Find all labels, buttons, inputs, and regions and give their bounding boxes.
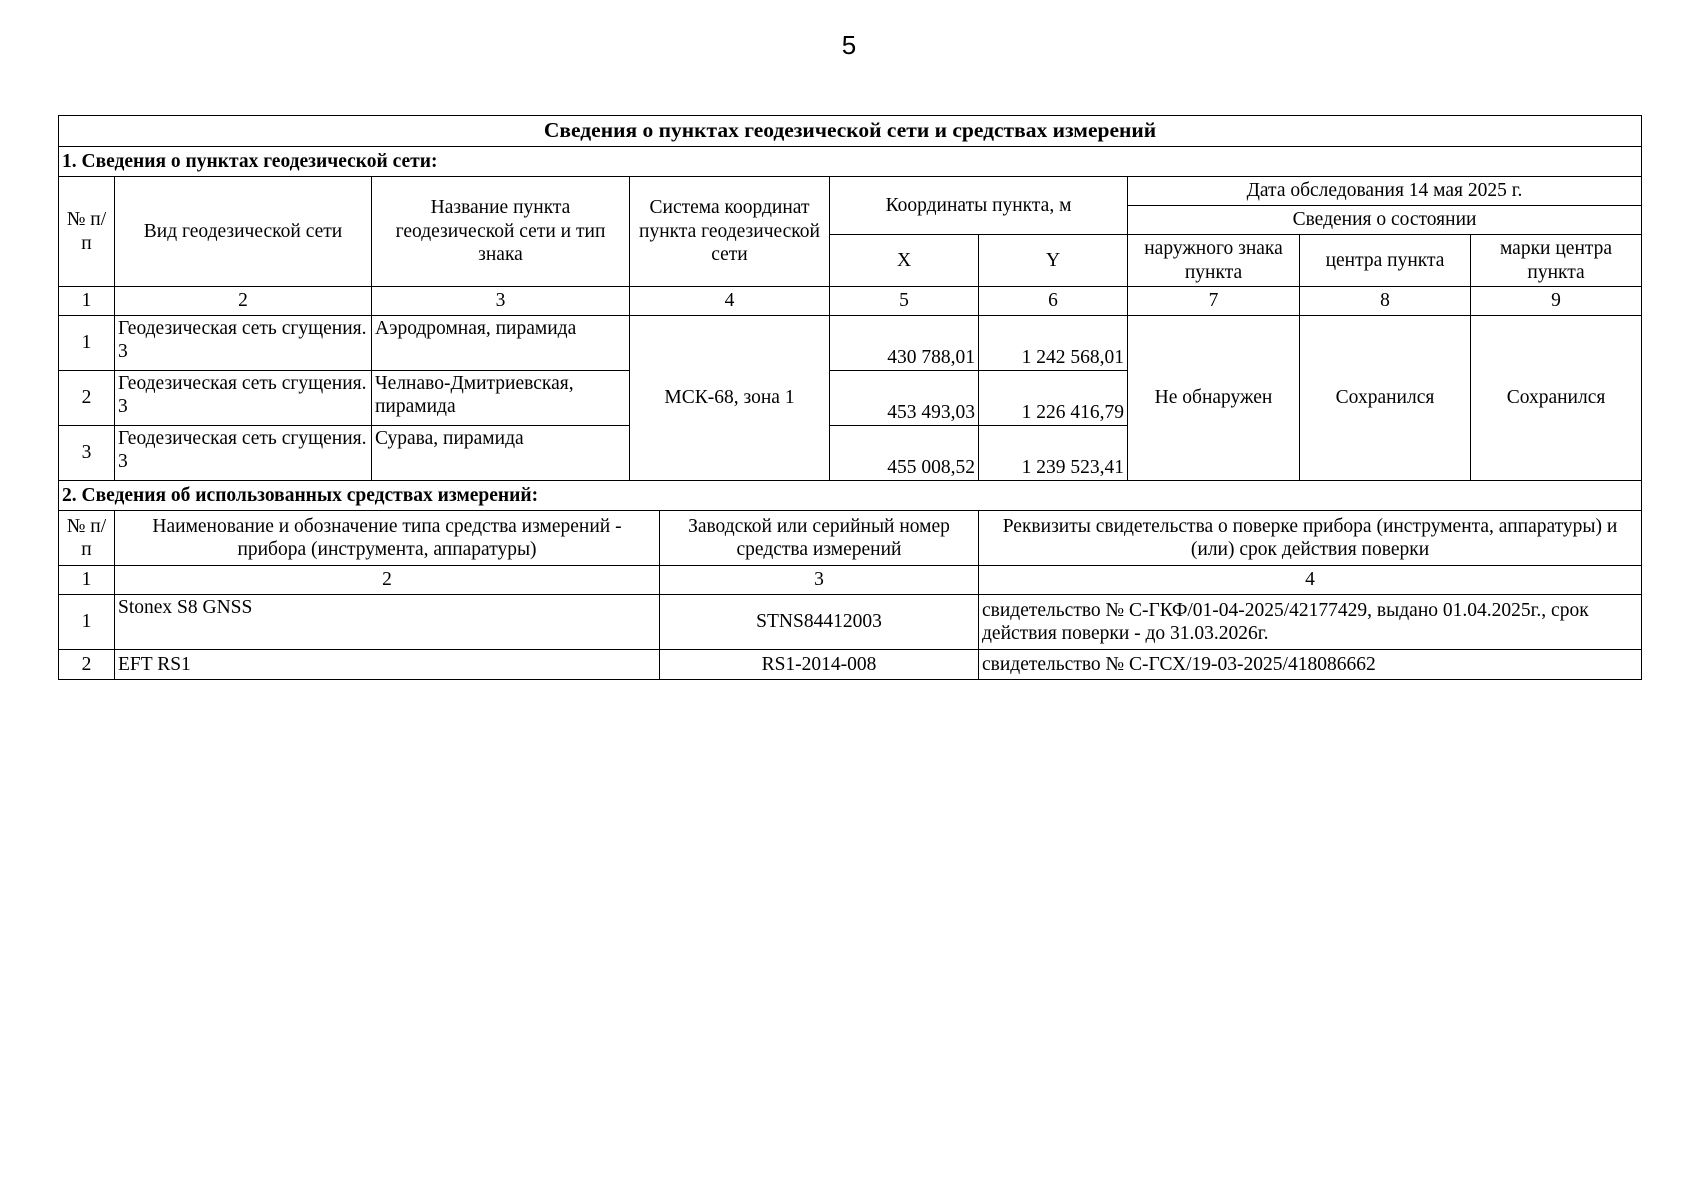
col-number: 9 — [1471, 287, 1642, 316]
table-title: Сведения о пунктах геодезической сети и средствах измерений — [59, 116, 1642, 147]
col-number: 4 — [979, 566, 1642, 595]
col-number: 8 — [1300, 287, 1471, 316]
header-y: Y — [979, 235, 1128, 287]
eq-name: EFT RS1 — [115, 650, 660, 680]
column-numbers-row — [59, 566, 1642, 595]
column-numbers-row — [59, 287, 1642, 316]
table-row — [59, 595, 1642, 650]
header-center: центра пункта — [1300, 235, 1471, 287]
col-number: 7 — [1128, 287, 1300, 316]
col-number: 2 — [115, 287, 372, 316]
geodetic-info-table — [58, 115, 1642, 680]
point-name: Сурава, пирамида — [372, 426, 630, 481]
header-coord-system: Система координат пункта геодезической сети — [630, 177, 830, 287]
col-number: 4 — [630, 287, 830, 316]
col-number: 3 — [372, 287, 630, 316]
eq-certificate: свидетельство № С-ГКФ/01-04-2025/42177429, выдано 01.04.2025г., срок действия поверки - до 31.03.2026г. — [979, 595, 1642, 650]
header-x: X — [830, 235, 979, 287]
col-number: 1 — [59, 287, 115, 316]
point-name: Челнаво-Дмитриевская, пирамида — [372, 371, 630, 426]
point-y: 1 242 568,01 — [979, 316, 1128, 371]
point-x: 455 008,52 — [830, 426, 979, 481]
table-row — [59, 316, 1642, 371]
header-condition: Сведения о состоянии — [1128, 206, 1642, 235]
section1-heading: 1. Сведения о пунктах геодезической сети: — [59, 147, 1642, 177]
point-x: 453 493,03 — [830, 371, 979, 426]
section2-heading: 2. Сведения об использованных средствах измерений: — [59, 481, 1642, 511]
center-value: Сохранился — [1300, 316, 1471, 481]
point-name: Аэродромная, пирамида — [372, 316, 630, 371]
point-y: 1 239 523,41 — [979, 426, 1128, 481]
eq-certificate: свидетельство № С-ГСХ/19-03-2025/418086662 — [979, 650, 1642, 680]
eq-header-serial: Заводской или серийный номер средства измерений — [660, 511, 979, 566]
header-point-name: Название пункта геодезической сети и тип знака — [372, 177, 630, 287]
point-network-type: Геодезическая сеть сгущения. 3 — [115, 316, 372, 371]
eq-num: 1 — [59, 595, 115, 650]
header-num: № п/п — [59, 177, 115, 287]
eq-header-num: № п/п — [59, 511, 115, 566]
header-network-type: Вид геодезической сети — [115, 177, 372, 287]
header-outer-sign: наружного знака пункта — [1128, 235, 1300, 287]
table-row — [59, 650, 1642, 680]
point-network-type: Геодезическая сеть сгущения. 3 — [115, 426, 372, 481]
eq-name: Stonex S8 GNSS — [115, 595, 660, 650]
header-survey-date: Дата обследования 14 мая 2025 г. — [1128, 177, 1642, 206]
page-number: 5 — [841, 30, 857, 60]
col-number: 1 — [59, 566, 115, 595]
point-num: 3 — [59, 426, 115, 481]
outer-sign-value: Не обнаружен — [1128, 316, 1300, 481]
coord-system-value: МСК-68, зона 1 — [630, 316, 830, 481]
eq-header-name: Наименование и обозначение типа средства измерений - прибора (инструмента, аппаратуры) — [115, 511, 660, 566]
eq-num: 2 — [59, 650, 115, 680]
point-x: 430 788,01 — [830, 316, 979, 371]
col-number: 6 — [979, 287, 1128, 316]
col-number: 3 — [660, 566, 979, 595]
eq-serial: STNS84412003 — [660, 595, 979, 650]
point-num: 1 — [59, 316, 115, 371]
point-num: 2 — [59, 371, 115, 426]
header-center-mark: марки центра пункта — [1471, 235, 1642, 287]
point-y: 1 226 416,79 — [979, 371, 1128, 426]
header-coords: Координаты пункта, м — [830, 177, 1128, 235]
eq-serial: RS1-2014-008 — [660, 650, 979, 680]
col-number: 2 — [115, 566, 660, 595]
col-number: 5 — [830, 287, 979, 316]
eq-header-certificate: Реквизиты свидетельства о поверке прибора (инструмента, аппаратуры) и (или) срок действия поверки — [979, 511, 1642, 566]
point-network-type: Геодезическая сеть сгущения. 3 — [115, 371, 372, 426]
center-mark-value: Сохранился — [1471, 316, 1642, 481]
